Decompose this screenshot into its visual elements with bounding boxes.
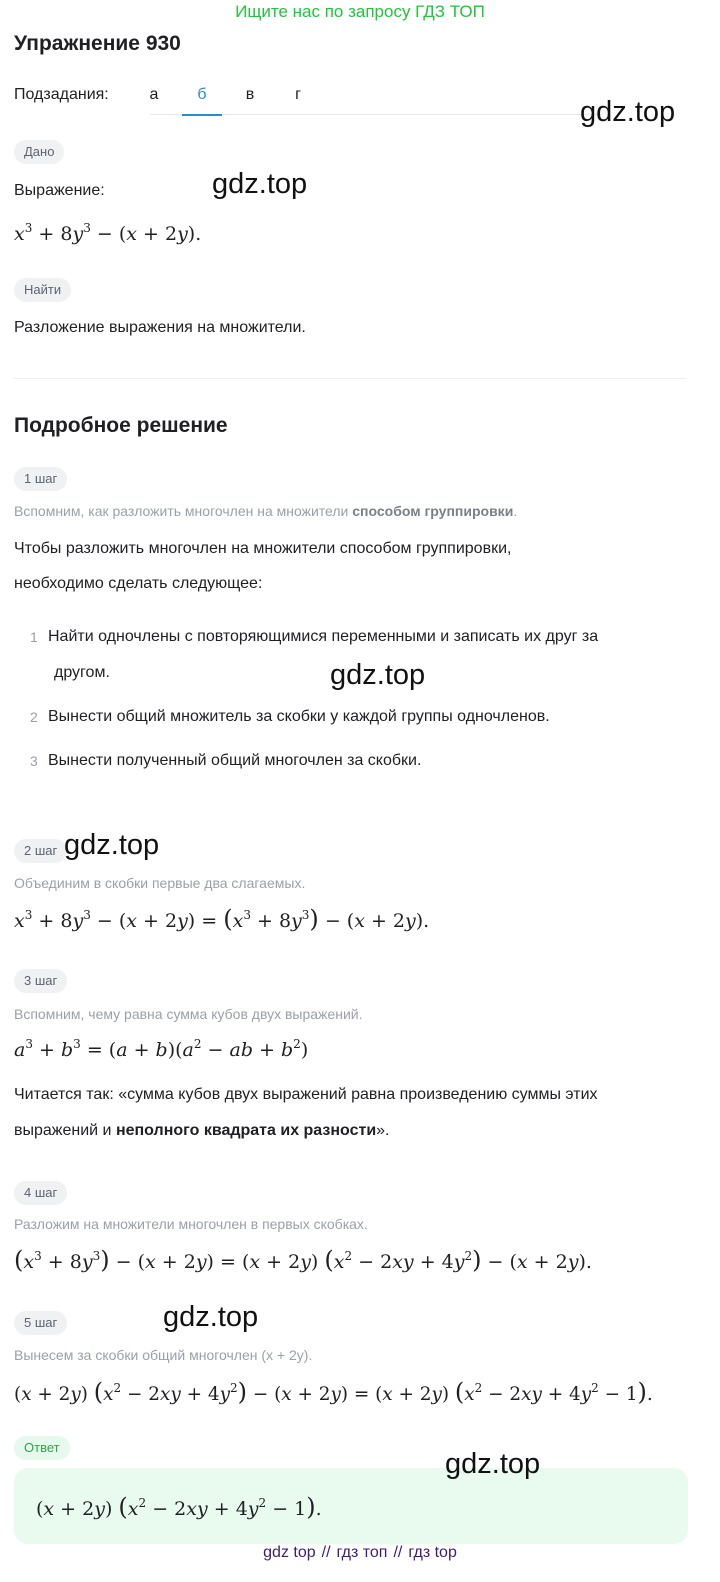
step-1-line-2: необходимо сделать следующее:: [14, 575, 263, 592]
step-1-note-bold: способом группировки: [352, 503, 514, 519]
top-banner: Ищите нас по запросу ГДЗ ТОП: [235, 2, 485, 21]
footer-link[interactable]: гдз top: [408, 1544, 457, 1561]
list-number: 3: [30, 753, 38, 769]
footer-link[interactable]: gdz top: [263, 1544, 316, 1561]
list-text: Вынести полученный общий многочлен за скобки.: [48, 752, 422, 769]
step-1-note-post: .: [513, 503, 518, 519]
step-5-formula: (x + 2y) $(x^2 - 2xy + 4y^2) - (x + 2y) = (x + 2y) (x^2 - 2xy + 4y^2 - 1)$.: [14, 1378, 653, 1406]
list-number: 1: [30, 629, 38, 645]
answer-badge: Ответ: [14, 1436, 70, 1460]
step-4-badge: 4 шаг: [14, 1181, 67, 1205]
find-text: Разложение выражения на множители.: [14, 319, 306, 336]
watermark: gdz.top: [580, 96, 676, 128]
step-3-reading-line-2: [14, 1120, 694, 1142]
find-badge: Найти: [14, 278, 71, 302]
tab-a[interactable]: а: [149, 86, 159, 103]
step-1-note-pre: Вспомним, как разложить многочлен на множители: [14, 503, 353, 519]
given-expression-text: $x^3 + 8y^3 - (x + 2y)$.: [14, 221, 202, 245]
solution-title: Подробное решение: [14, 414, 228, 437]
page-title: Упражнение 930: [14, 32, 181, 55]
subtasks-bar: [14, 84, 604, 116]
step-5-badge: 5 шаг: [14, 1311, 67, 1335]
footer-separator: //: [321, 1544, 331, 1561]
watermark: gdz.top: [445, 1448, 541, 1480]
watermark: gdz.top: [64, 829, 160, 861]
step-1-badge: 1 шаг: [14, 467, 67, 491]
subtasks-label: Подзадания:: [14, 86, 109, 103]
step-3-note: Вспомним, чему равна сумма кубов двух выражений.: [14, 1006, 363, 1022]
step-3-reading-post: ».: [376, 1122, 390, 1139]
footer-link[interactable]: гдз топ: [336, 1544, 388, 1561]
tab-g[interactable]: г: [295, 86, 301, 103]
watermark: gdz.top: [212, 168, 308, 200]
tab-v[interactable]: в: [245, 86, 255, 103]
step-2-note: Объединим в скобки первые два слагаемых.: [14, 875, 306, 891]
given-expression: [14, 221, 201, 247]
step-1-note: [14, 501, 694, 521]
footer-separator: //: [393, 1544, 403, 1561]
step-3-reading-bold: неполного квадрата их разности: [115, 1122, 377, 1139]
answer-formula: (x + 2y) $(x^2 - 2xy + 4y^2 - 1)$.: [36, 1493, 322, 1521]
list-text-line-1: Найти одночлены с повторяющимися переменными и записать их друг за: [48, 628, 599, 645]
section-divider: [14, 378, 686, 379]
given-badge: Дано: [14, 140, 64, 164]
step-3-formula: $a^3 + b^3 = (a + b)(a^2$ − ab + $b^2$): [14, 1037, 309, 1061]
step-3-reading-line-1: Читается так: «сумма кубов двух выражений равна произведению суммы этих: [14, 1086, 598, 1103]
footer: [0, 1541, 720, 1565]
list-text: Вынести общий множитель за скобки у каждой группы одночленов.: [48, 708, 550, 725]
step-1-line-1: Чтобы разложить многочлен на множители способом группировки,: [14, 540, 512, 557]
watermark: gdz.top: [330, 659, 426, 691]
given-label: Выражение:: [14, 182, 105, 199]
step-3-reading-pre: выражений и: [14, 1122, 116, 1139]
step-2-badge: 2 шаг: [14, 839, 67, 863]
tab-b[interactable]: б: [182, 84, 222, 116]
step-3-badge: 3 шаг: [14, 969, 67, 993]
list-number: 2: [30, 709, 38, 725]
step-4-formula: $(x^3 + 8y^3) - (x + 2y) = (x + 2y) (x^2 - 2xy + 4y^2) - (x + 2y)$.: [14, 1246, 592, 1274]
list-text-line-2: другом.: [54, 664, 110, 681]
step-4-note: Разложим на множители многочлен в первых скобках.: [14, 1216, 368, 1232]
watermark: gdz.top: [163, 1301, 259, 1333]
step-2-formula: $x^3 + 8y^3 - (x + 2y) = (x^3 + 8y^3) - (x + 2y)$.: [14, 905, 430, 933]
step-5-note: Вынесем за скобки общий многочлен (x + 2y).: [14, 1347, 313, 1363]
